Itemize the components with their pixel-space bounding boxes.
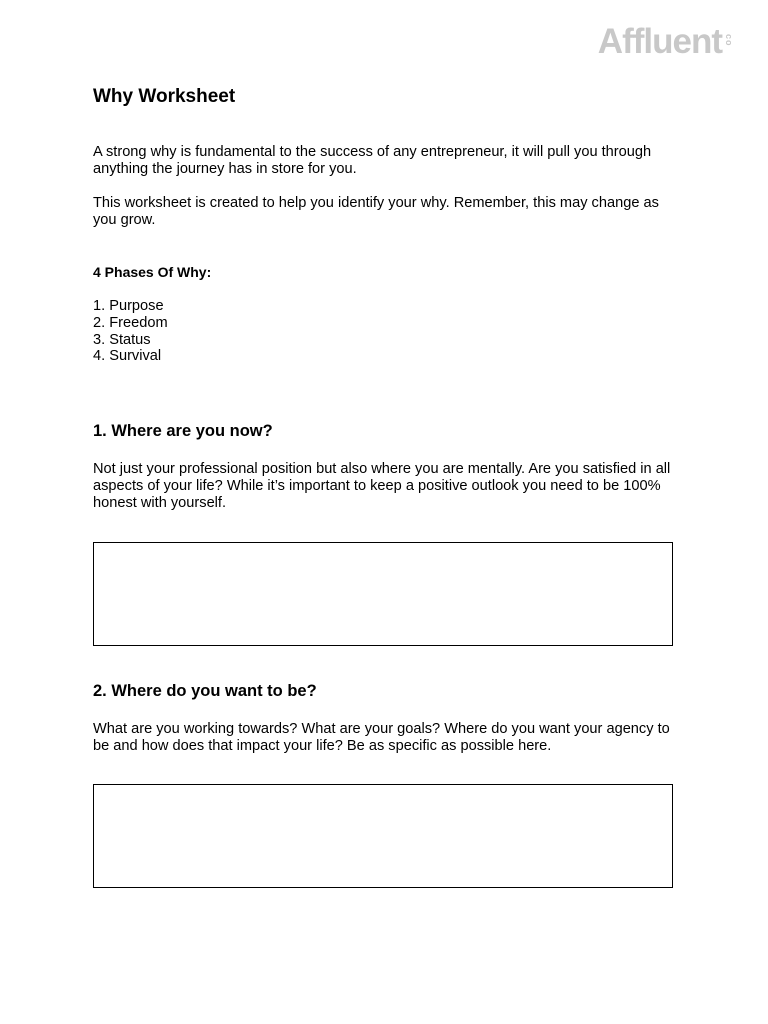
phases-heading: 4 Phases Of Why: — [93, 264, 212, 280]
phase-item: 3. Status — [93, 331, 151, 348]
intro-paragraph-2: This worksheet is created to help you identify your why. Remember, this may change as you grow. — [93, 195, 659, 228]
phase-item: 1. Purpose — [93, 298, 164, 314]
section-2-heading: 2. Where do you want to be? — [93, 682, 317, 700]
section-1-answer-box[interactable] — [93, 542, 673, 646]
phase-item: 2. Freedom — [93, 314, 168, 331]
logo-suffix: co — [724, 34, 734, 47]
section-2-description: What are you working towards? What are your goals? Where do you want your agency to be and how does that impact your life? Be as specific as possible here. — [93, 721, 670, 754]
section-1-heading: 1. Where are you now? — [93, 422, 273, 440]
logo-wordmark: Affluent — [597, 22, 722, 61]
affluent-logo — [598, 24, 734, 60]
phase-item: 4. Survival — [93, 348, 162, 365]
section-2-answer-box[interactable] — [93, 784, 673, 888]
phases-list — [93, 298, 168, 365]
intro-paragraph-1: A strong why is fundamental to the success of any entrepreneur, it will pull you through anything the journey has in store for you. — [93, 144, 652, 177]
page-title: Why Worksheet — [93, 86, 236, 107]
section-1-description: Not just your professional position but also where you are mentally. Are you satisfied in all aspects of your life? While it’s important to keep a positive outlook you need to be 100% honest with yourself. — [93, 461, 671, 511]
